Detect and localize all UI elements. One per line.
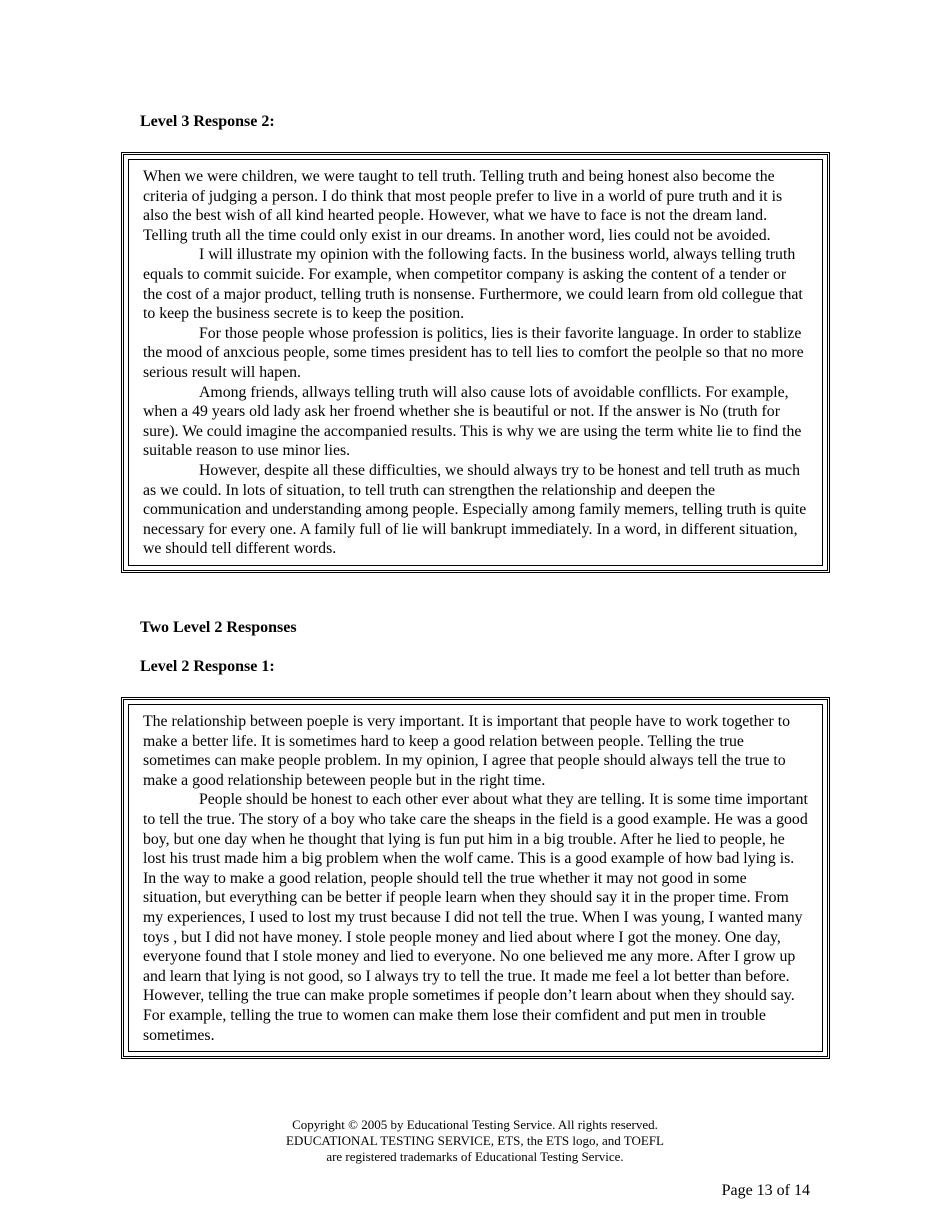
paragraph: I will illustrate my opinion with the following facts. In the business world, always telling truth equals to commit suicide. For example, when competitor company is asking the content of a tender or the cost of a major product, telling truth is nonsense. Furthermore, we could learn from old collegue that to keep the business secrete is to keep the position. [143,246,803,323]
level3-response-text [128,159,823,566]
two-level2-responses-heading: Two Level 2 Responses [140,619,297,636]
paragraph: However, despite all these difficulties, we should always try to be honest and tell truth as much as we could. In lots of situation, to tell truth can strengthen the relationship and deepen the communication and understanding among people. Especially among family memers, telling truth is quite necessary for every one. A family full of lie will bankrupt immediately. In a word, in different situation, we should tell different words. [143,461,807,558]
paragraph: For those people whose profession is politics, lies is their favorite language. In order to stablize the mood of anxcious people, some times president has to tell lies to comfort the peolple so that no more serious result will hapen. [143,324,804,381]
copyright-footer [0,1117,950,1165]
page-number: Page 13 of 14 [721,1182,810,1199]
level3-response-heading: Level 3 Response 2: [140,113,275,130]
level2-response-text [128,704,823,1052]
paragraph: People should be honest to each other ever about what they are telling. It is some time important to tell the true. The story of a boy who take care the sheaps in the field is a good example. He was a good boy, but one day when he thought that lying is fun put him in a big trouble. After he lied to people, he lost his trust made him a big problem when the wolf came. This is a good example of how bad lying is. In the way to make a good relation, people should tell the true whether it may not good in some situation, but everything can be better if people learn when they should say it in the proper time. From my experiences, I used to lost my trust because I did not tell the true. When I was young, I wanted many toys , but I did not have money. I stole people money and lied about where I got the money. One day, everyone found that I stole money and lied to everyone. No one believed me any more. After I grow up and learn that lying is not good, so I always try to tell the true. It made me feel a lot better than before. However, telling the true can make prople sometimes if people don’t learn about when they should say. For example, telling the true to women can make them lose their comfident and put men in trouble sometimes. [143,791,808,1044]
trademark-line: EDUCATIONAL TESTING SERVICE, ETS, the ETS logo, and TOEFL [286,1133,664,1148]
level2-response-heading: Level 2 Response 1: [140,658,275,675]
level2-response-box [121,697,830,1059]
copyright-line: Copyright © 2005 by Educational Testing Service. All rights reserved. [292,1117,658,1132]
trademark-line: are registered trademarks of Educational Testing Service. [326,1149,624,1164]
paragraph: The relationship between poeple is very important. It is important that people have to work together to make a better life. It is sometimes hard to keep a good relation between people. Telling the true sometimes can make people problem. In my opinion, I agree that people should always tell the true to make a good relationship beteween people but in the right time. [143,713,791,789]
paragraph: When we were children, we were taught to tell truth. Telling truth and being honest also become the criteria of judging a person. I do think that most people prefer to live in a world of pure truth and it is also the best wish of all kind hearted people. However, what we have to face is not the dream land. Telling truth all the time could only exist in our dreams. In another word, lies could not be avoided. [143,168,783,244]
level3-response-box [121,152,830,573]
paragraph: Among friends, allways telling truth will also cause lots of avoidable confllicts. For example, when a 49 years old lady ask her froend whether she is beautiful or not. If the answer is No (truth for sure). We could imagine the accompanied results. This is why we are using the term white lie to find the suitable reason to use minor lies. [143,383,802,460]
